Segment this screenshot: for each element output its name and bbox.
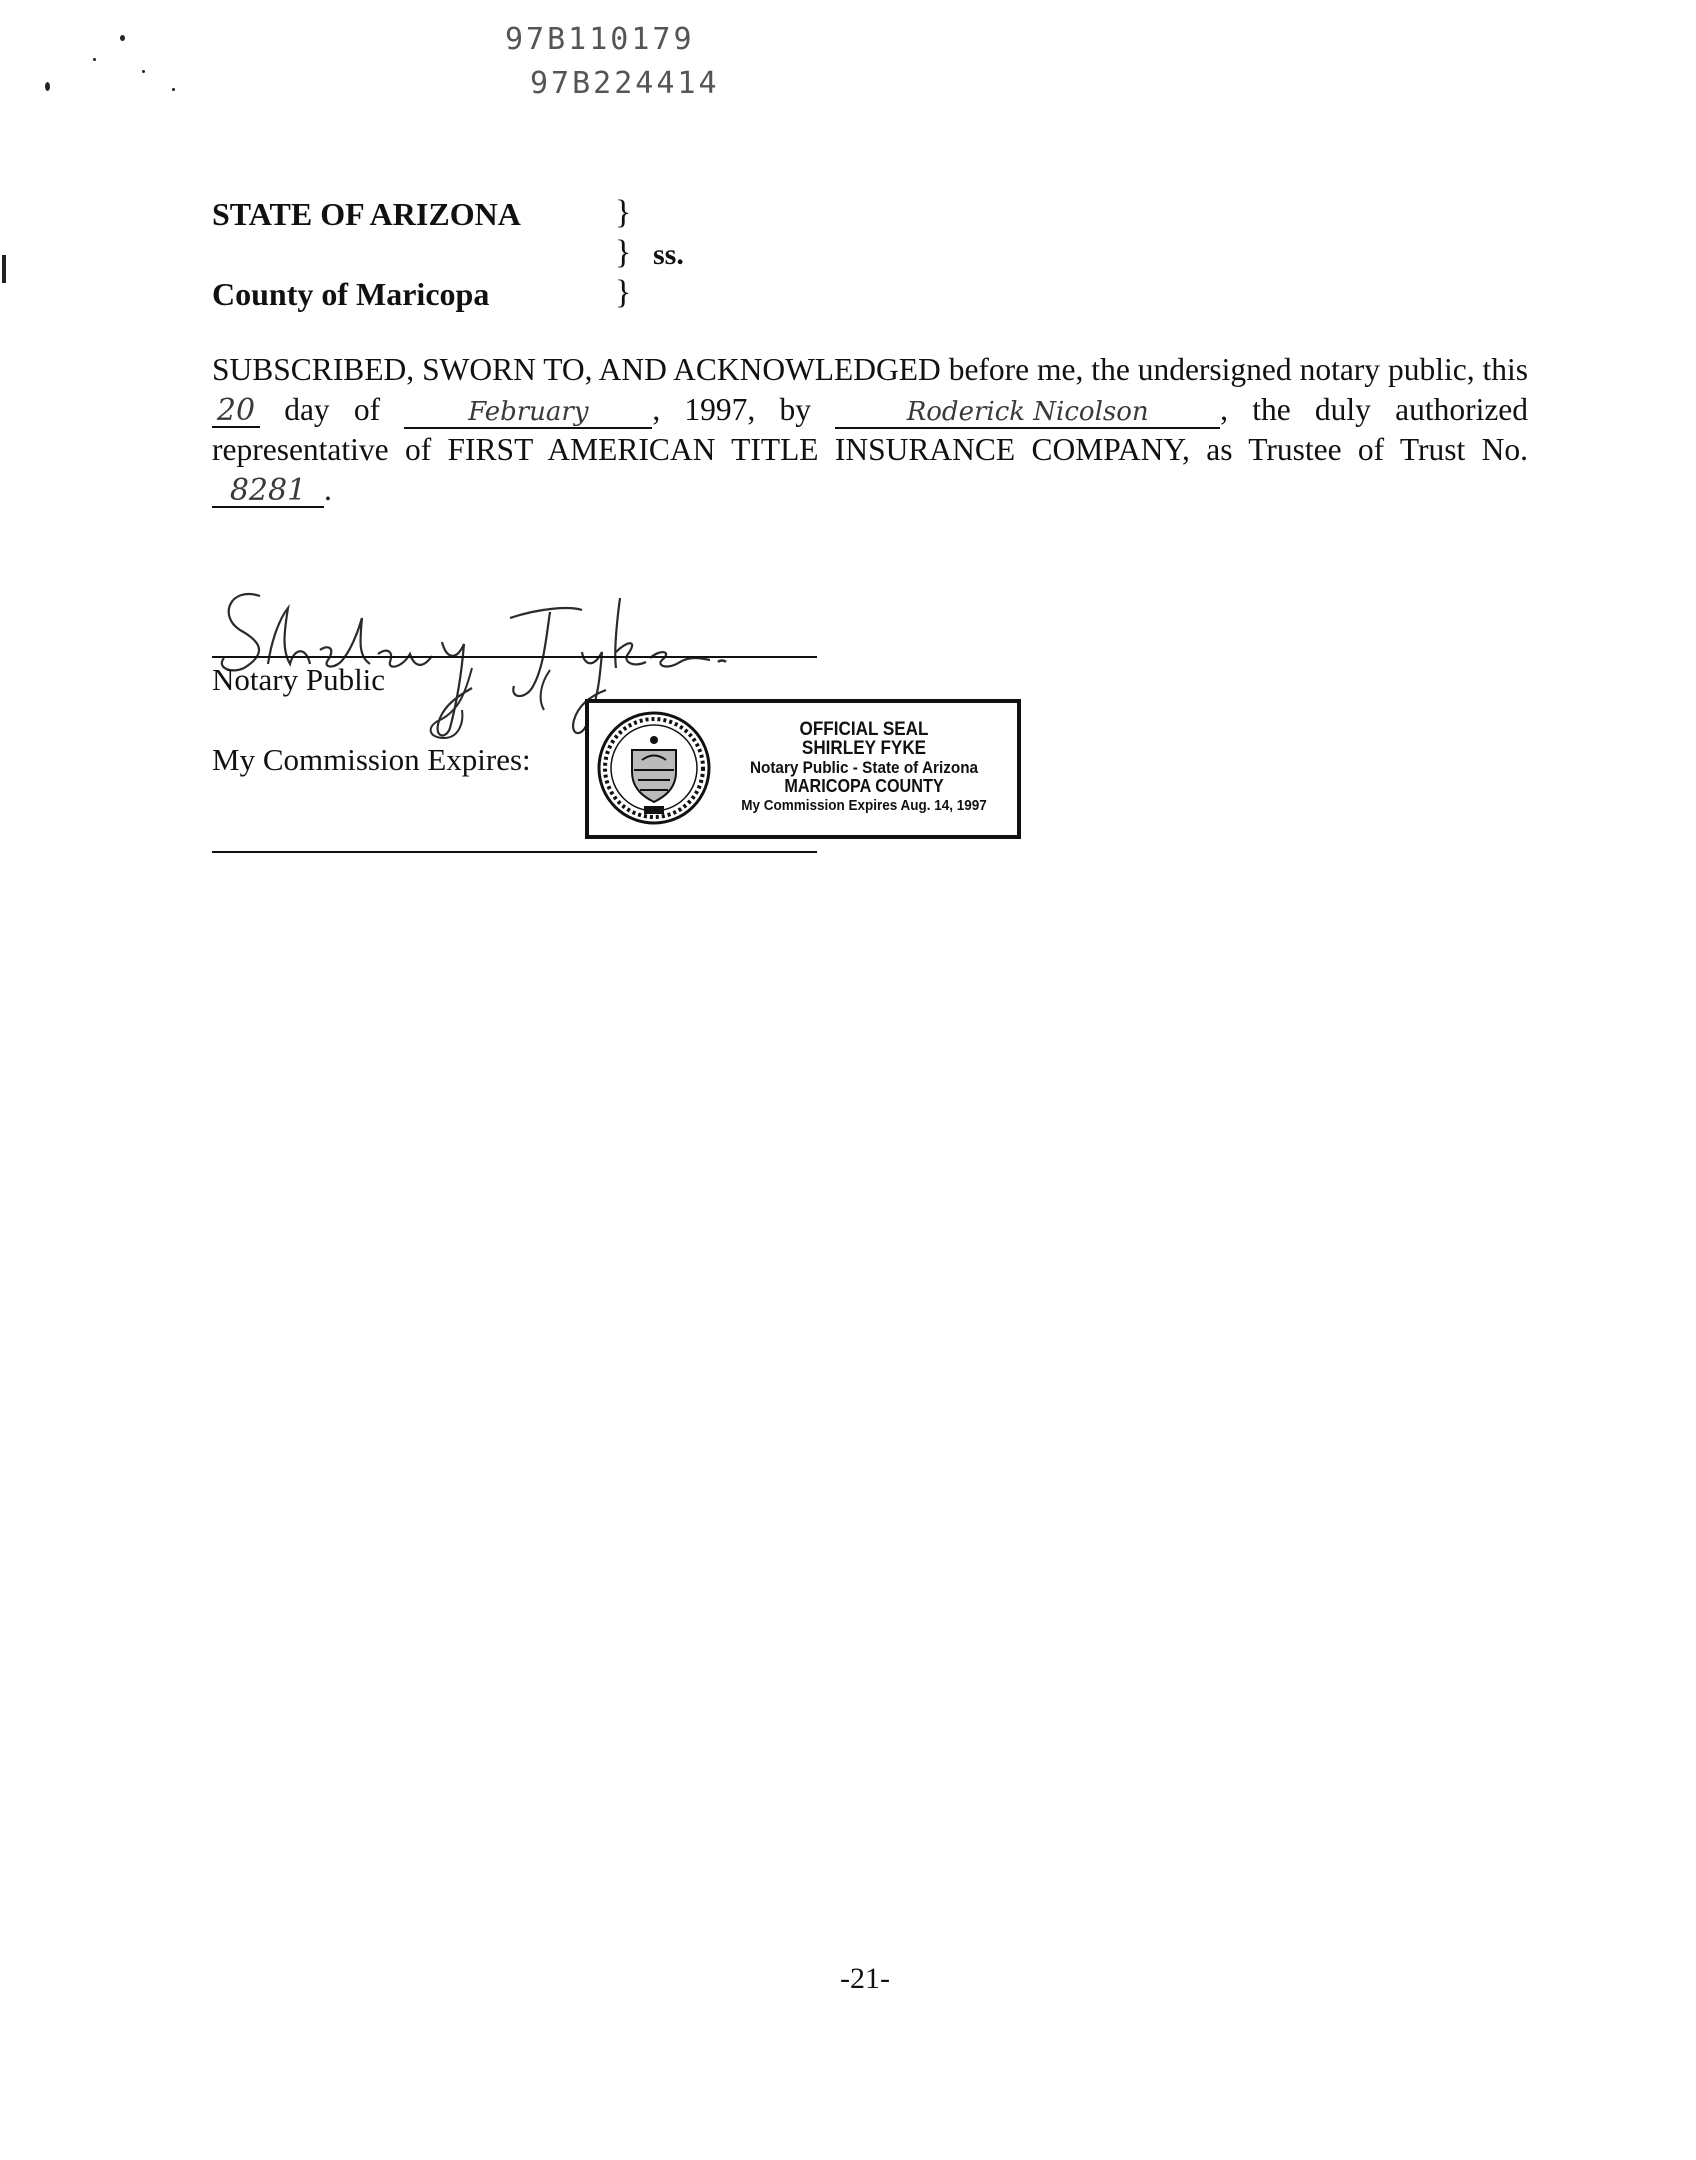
ack-text-3: , 1997, by xyxy=(652,392,811,427)
ack-text-5: . xyxy=(324,472,332,507)
scan-edge-mark xyxy=(2,255,6,283)
acknowledgment-paragraph xyxy=(212,350,1528,510)
handwritten-month: February xyxy=(404,397,652,429)
scan-speck xyxy=(93,58,96,61)
venue-brace-top: } xyxy=(615,194,632,231)
venue-county: County of Maricopa xyxy=(212,276,490,312)
recording-number-1: 97B110179 xyxy=(505,22,695,57)
handwritten-signer-name: Roderick Nicolson xyxy=(835,397,1220,429)
commission-expiry-line xyxy=(212,851,817,853)
ack-text-4: , the duly authorized representative of FIRST AMERICAN TITLE INSURANCE COMPANY, as Trustee of Trust No. xyxy=(212,392,1529,467)
state-seal-emblem xyxy=(596,710,712,826)
seal-line-notary-state: Notary Public - State of Arizona xyxy=(749,758,979,777)
notary-signature xyxy=(210,578,770,658)
seal-line-expiry: My Commission Expires Aug. 14, 1997 xyxy=(741,797,987,814)
scan-speck xyxy=(142,70,145,73)
venue-ss: ss. xyxy=(653,238,684,271)
seal-line-official: OFFICIAL SEAL xyxy=(799,719,929,740)
page-number: -21- xyxy=(840,1962,890,1995)
signature-line xyxy=(212,656,817,658)
scan-speck xyxy=(172,88,175,91)
seal-line-county: MARICOPA COUNTY xyxy=(784,776,944,796)
scan-speck xyxy=(45,82,50,91)
seal-line-name: SHIRLEY FYKE xyxy=(801,738,927,759)
venue-brace-middle: } xyxy=(615,234,632,271)
venue-brace-bottom: } xyxy=(615,274,632,311)
scan-speck xyxy=(120,35,125,41)
ack-text-2: day of xyxy=(284,392,381,427)
handwritten-day: 20 xyxy=(212,396,260,428)
ack-text-1: SUBSCRIBED, SWORN TO, AND ACKNOWLEDGED before me, the undersigned notary public, this xyxy=(212,352,1528,387)
recording-number-2: 97B224414 xyxy=(530,66,720,101)
official-seal-stamp xyxy=(585,699,1021,839)
pen-stroke-mark xyxy=(420,660,560,760)
handwritten-trust-number: 8281 xyxy=(212,476,324,508)
notary-public-label: Notary Public xyxy=(212,662,386,697)
commission-expires-label: My Commission Expires: xyxy=(212,742,531,777)
venue-state: STATE OF ARIZONA xyxy=(212,196,521,232)
